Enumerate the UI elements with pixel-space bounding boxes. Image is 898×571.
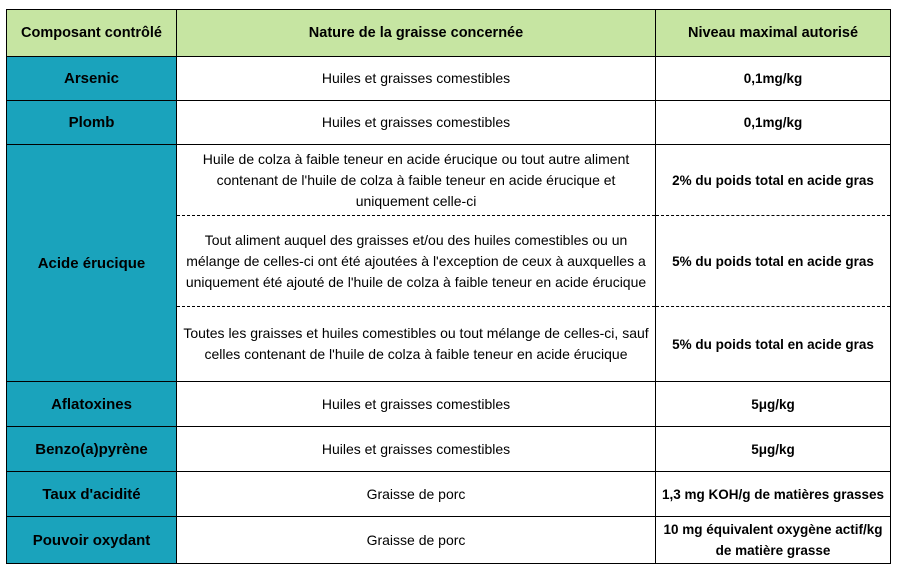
row-component-aflatoxines: Aflatoxines (7, 382, 177, 427)
row-nature-erucique-1: Huile de colza à faible teneur en acide érucique ou tout autre aliment contenant de l'huile de colza à faible teneur en acide érucique et uniquement celle-ci (177, 145, 656, 216)
row-level-acidite: 1,3 mg KOH/g de matières grasses (656, 472, 891, 517)
row-nature-aflatoxines: Huiles et graisses comestibles (177, 382, 656, 427)
table-row (7, 101, 891, 145)
row-level-oxydant: 10 mg équivalent oxygène actif/kg de matière grasse (656, 517, 891, 564)
table-row (7, 57, 891, 101)
row-nature-acidite: Graisse de porc (177, 472, 656, 517)
table-row (7, 427, 891, 472)
row-component-acidite: Taux d'acidité (7, 472, 177, 517)
header-row (7, 10, 891, 57)
row-nature-arsenic: Huiles et graisses comestibles (177, 57, 656, 101)
row-level-aflatoxines: 5μg/kg (656, 382, 891, 427)
row-component-benzo: Benzo(a)pyrène (7, 427, 177, 472)
table-row (7, 145, 891, 216)
header-level: Niveau maximal autorisé (656, 10, 891, 57)
row-level-arsenic: 0,1mg/kg (656, 57, 891, 101)
row-nature-erucique-3: Toutes les graisses et huiles comestibles ou tout mélange de celles-ci, sauf celles contenant de l'huile de colza à faible teneur en acide érucique (177, 307, 656, 382)
row-nature-plomb: Huiles et graisses comestibles (177, 101, 656, 145)
table-row (7, 382, 891, 427)
table-row (7, 472, 891, 517)
contaminant-table-wrapper (6, 9, 891, 564)
contaminant-limits-table (6, 9, 891, 564)
row-nature-erucique-2: Tout aliment auquel des graisses et/ou des huiles comestibles ou un mélange de celles-ci ont été ajoutées à l'exception de ceux à auxquelles a uniquement été ajouté de l'huile de colza à faible teneur en acide érucique (177, 216, 656, 307)
row-component-erucique: Acide érucique (7, 145, 177, 382)
row-level-erucique-3: 5% du poids total en acide gras (656, 307, 891, 382)
table-row (7, 517, 891, 564)
row-level-plomb: 0,1mg/kg (656, 101, 891, 145)
row-component-arsenic: Arsenic (7, 57, 177, 101)
row-nature-benzo: Huiles et graisses comestibles (177, 427, 656, 472)
header-component: Composant contrôlé (7, 10, 177, 57)
row-component-plomb: Plomb (7, 101, 177, 145)
row-level-erucique-2: 5% du poids total en acide gras (656, 216, 891, 307)
row-nature-oxydant: Graisse de porc (177, 517, 656, 564)
row-level-benzo: 5μg/kg (656, 427, 891, 472)
row-level-erucique-1: 2% du poids total en acide gras (656, 145, 891, 216)
header-nature: Nature de la graisse concernée (177, 10, 656, 57)
row-component-oxydant: Pouvoir oxydant (7, 517, 177, 564)
